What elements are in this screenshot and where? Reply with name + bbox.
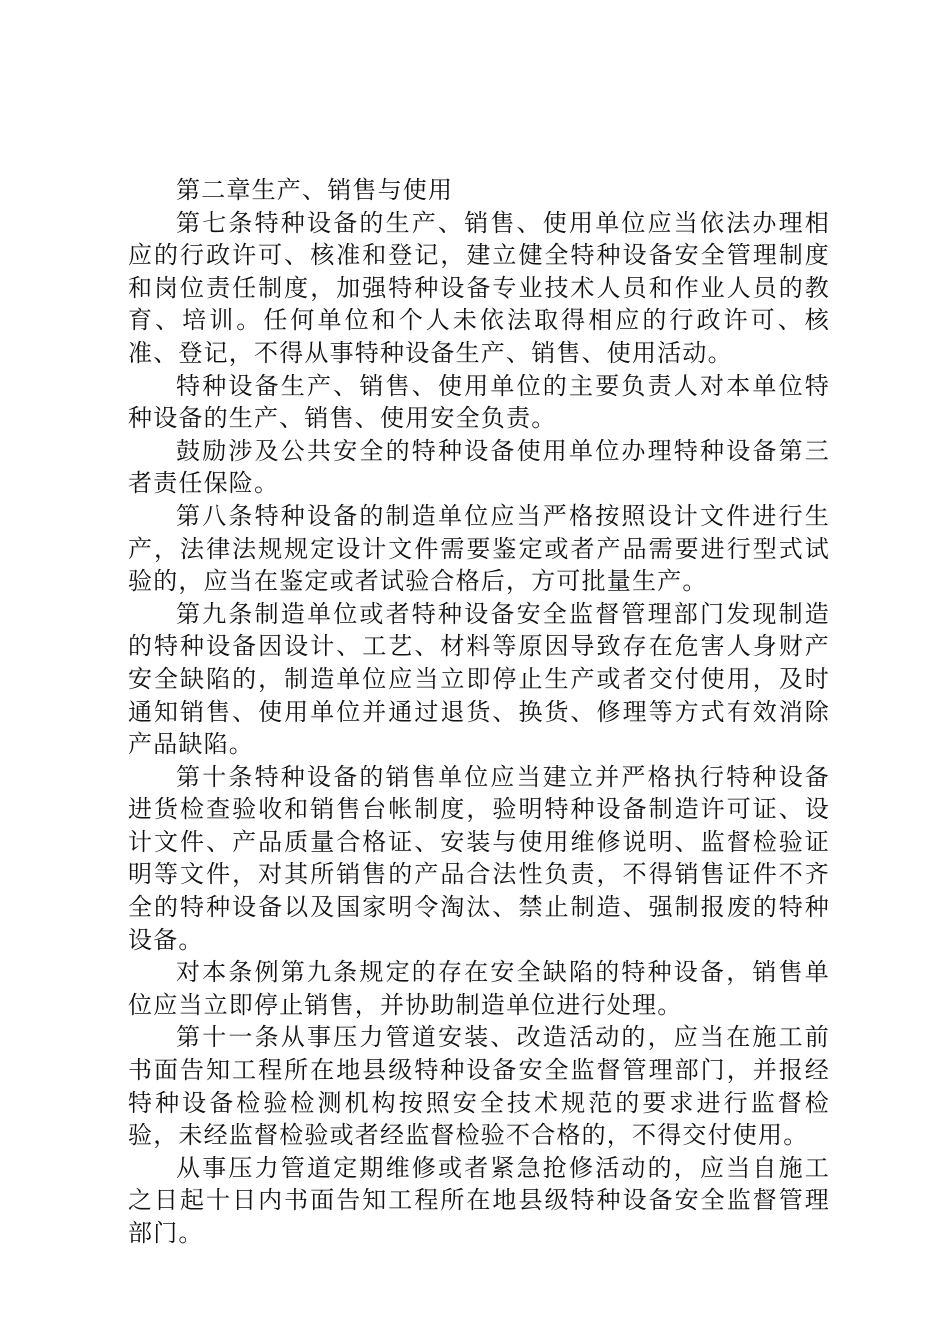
paragraph-responsible-person: 特种设备生产、销售、使用单位的主要负责人对本单位特种设备的生产、销售、使用安全负责。 (128, 371, 830, 433)
paragraph-article-10: 第十条特种设备的销售单位应当建立并严格执行特种设备进货检查验收和销售台帐制度，验明特种设备制造许可证、设计文件、产品质量合格证、安装与使用维修说明、监督检验证明等文件，对其所销售的产品合法性负责，不得销售证件不齐全的特种设备以及国家明令淘汰、禁止制造、强制报废的特种设备。 (128, 762, 830, 954)
paragraph-article-8: 第八条特种设备的制造单位应当严格按照设计文件进行生产，法律法规规定设计文件需要鉴定或者产品需要进行型式试验的，应当在鉴定或者试验合格后，方可批量生产。 (128, 501, 830, 596)
chapter-heading: 第二章生产、销售与使用 (176, 176, 454, 204)
paragraph-article-11: 第十一条从事压力管道安装、改造活动的，应当在施工前书面告知工程所在地县级特种设备安全监督管理部门，并报经特种设备检验检测机构按照安全技术规范的要求进行监督检验，未经监督检验或者经监督检验不合格的，不得交付使用。 (128, 1023, 830, 1150)
paragraph-article-9: 第九条制造单位或者特种设备安全监督管理部门发现制造的特种设备因设计、工艺、材料等原因导致存在危害人身财产安全缺陷的，制造单位应当立即停止生产或者交付使用，及时通知销售、使用单位并通过退货、换货、修理等方式有效消除产品缺陷。 (128, 599, 830, 759)
paragraph-insurance: 鼓励涉及公共安全的特种设备使用单位办理特种设备第三者责任保险。 (128, 436, 830, 498)
paragraph-pipeline-repair: 从事压力管道定期维修或者紧急抢修活动的，应当自施工之日起十日内书面告知工程所在地县级特种设备安全监督管理部门。 (128, 1153, 830, 1247)
document-body (128, 174, 830, 1250)
paragraph-article-7: 第七条特种设备的生产、销售、使用单位应当依法办理相应的行政许可、核准和登记，建立健全特种设备安全管理制度和岗位责任制度，加强特种设备专业技术人员和作业人员的教育、培训。任何单位和个人未依法取得相应的行政许可、核准、登记，不得从事特种设备生产、销售、使用活动。 (128, 208, 830, 367)
paragraph-defect-sales: 对本条例第九条规定的存在安全缺陷的特种设备，销售单位应当立即停止销售，并协助制造单位进行处理。 (128, 958, 830, 1019)
